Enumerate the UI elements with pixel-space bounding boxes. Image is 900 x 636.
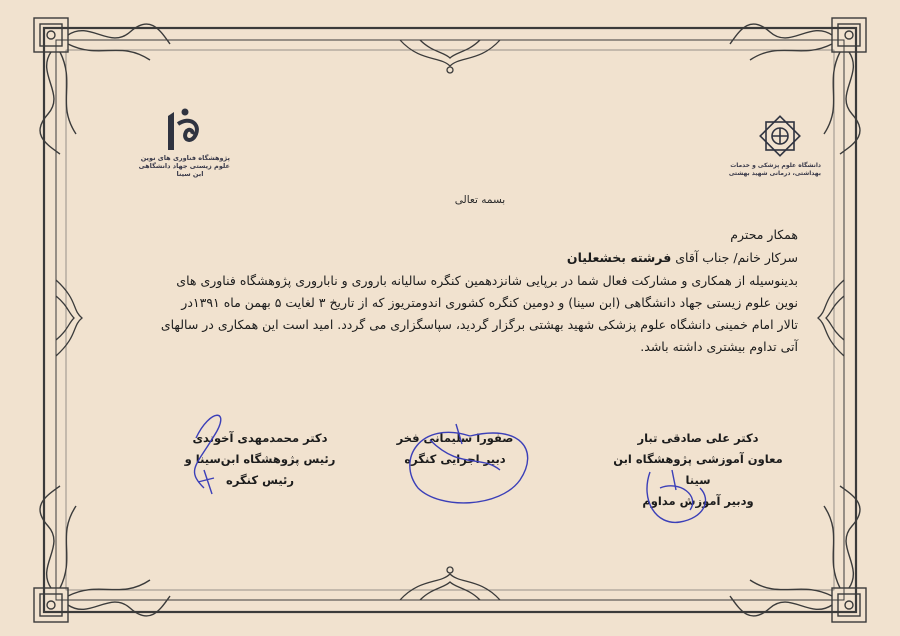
signer-title: دبیر اجرایی کنگره <box>404 452 506 466</box>
edge-ornament-left <box>56 280 82 356</box>
bismillah-heading: بسمه تعالی <box>454 194 506 206</box>
corner-ornament-bl <box>34 486 170 622</box>
recipient-name: فرشته بخشعلیان <box>566 250 672 265</box>
body-line: نوین علوم زیستی جهاد دانشگاهی (ابن سینا) و دومین کنگره کشوری اندومتریوز که از تاریخ ۳ لغایت ۵ بهمن ماه ۱۳۹۱در <box>181 295 798 310</box>
recipient-prefix: سرکار خانم/ جناب آقای <box>675 250 798 265</box>
signer-title: ودبیر آموزش مداوم <box>642 494 754 508</box>
edge-ornament-top <box>400 40 500 73</box>
edge-ornament-right <box>818 280 844 356</box>
university-logo-line: دانشگاه علوم پزشکی و خدمات <box>730 162 821 169</box>
signer-name: دکتر محمدمهدی آخوندی <box>192 431 328 445</box>
signer-name: دکتر علی صادقی تبار <box>637 431 759 445</box>
body-line: آتی تداوم بیشتری داشته باشد. <box>640 339 798 354</box>
signer-title: رئیس پژوهشگاه ابن‌سینا و <box>184 452 336 466</box>
institute-logo-line: پژوهشگاه فناوری های نوین <box>140 154 230 162</box>
university-logo-line: بهداشتی، درمانی شهید بهشتی <box>728 170 821 177</box>
institute-logo <box>138 108 230 178</box>
edge-ornament-bottom <box>400 567 500 600</box>
institute-logo-line: ابن سینا <box>176 170 204 178</box>
signer-title: رئیس کنگره <box>226 473 294 487</box>
recipient-line <box>152 246 798 270</box>
university-logo <box>728 112 821 178</box>
body-line: تالار امام خمینی دانشگاه علوم پزشکی شهید بهشتی برگزار گردید، سپاسگزاری می گردد. امید است این همکاری در سالهای <box>160 317 798 332</box>
body-line: بدینوسیله از همکاری و مشارکت فعال شما در برپایی شانزدهمین کنگره سالیانه باروری و ناباروری پژوهشگاه فناوری های <box>176 273 798 288</box>
letter-body <box>152 224 798 358</box>
signature-block-congress-president <box>160 428 360 491</box>
institute-logo-line: علوم زیستی جهاد دانشگاهی <box>138 162 230 170</box>
signer-title: معاون آموزشی پژوهشگاه ابن سینا <box>613 452 783 487</box>
signature-block-education-deputy <box>600 428 796 512</box>
greeting: همکار محترم <box>730 227 798 242</box>
signer-name: صفورا سلیمانی فخر <box>396 431 514 445</box>
signature-block-executive-secretary <box>380 428 530 470</box>
